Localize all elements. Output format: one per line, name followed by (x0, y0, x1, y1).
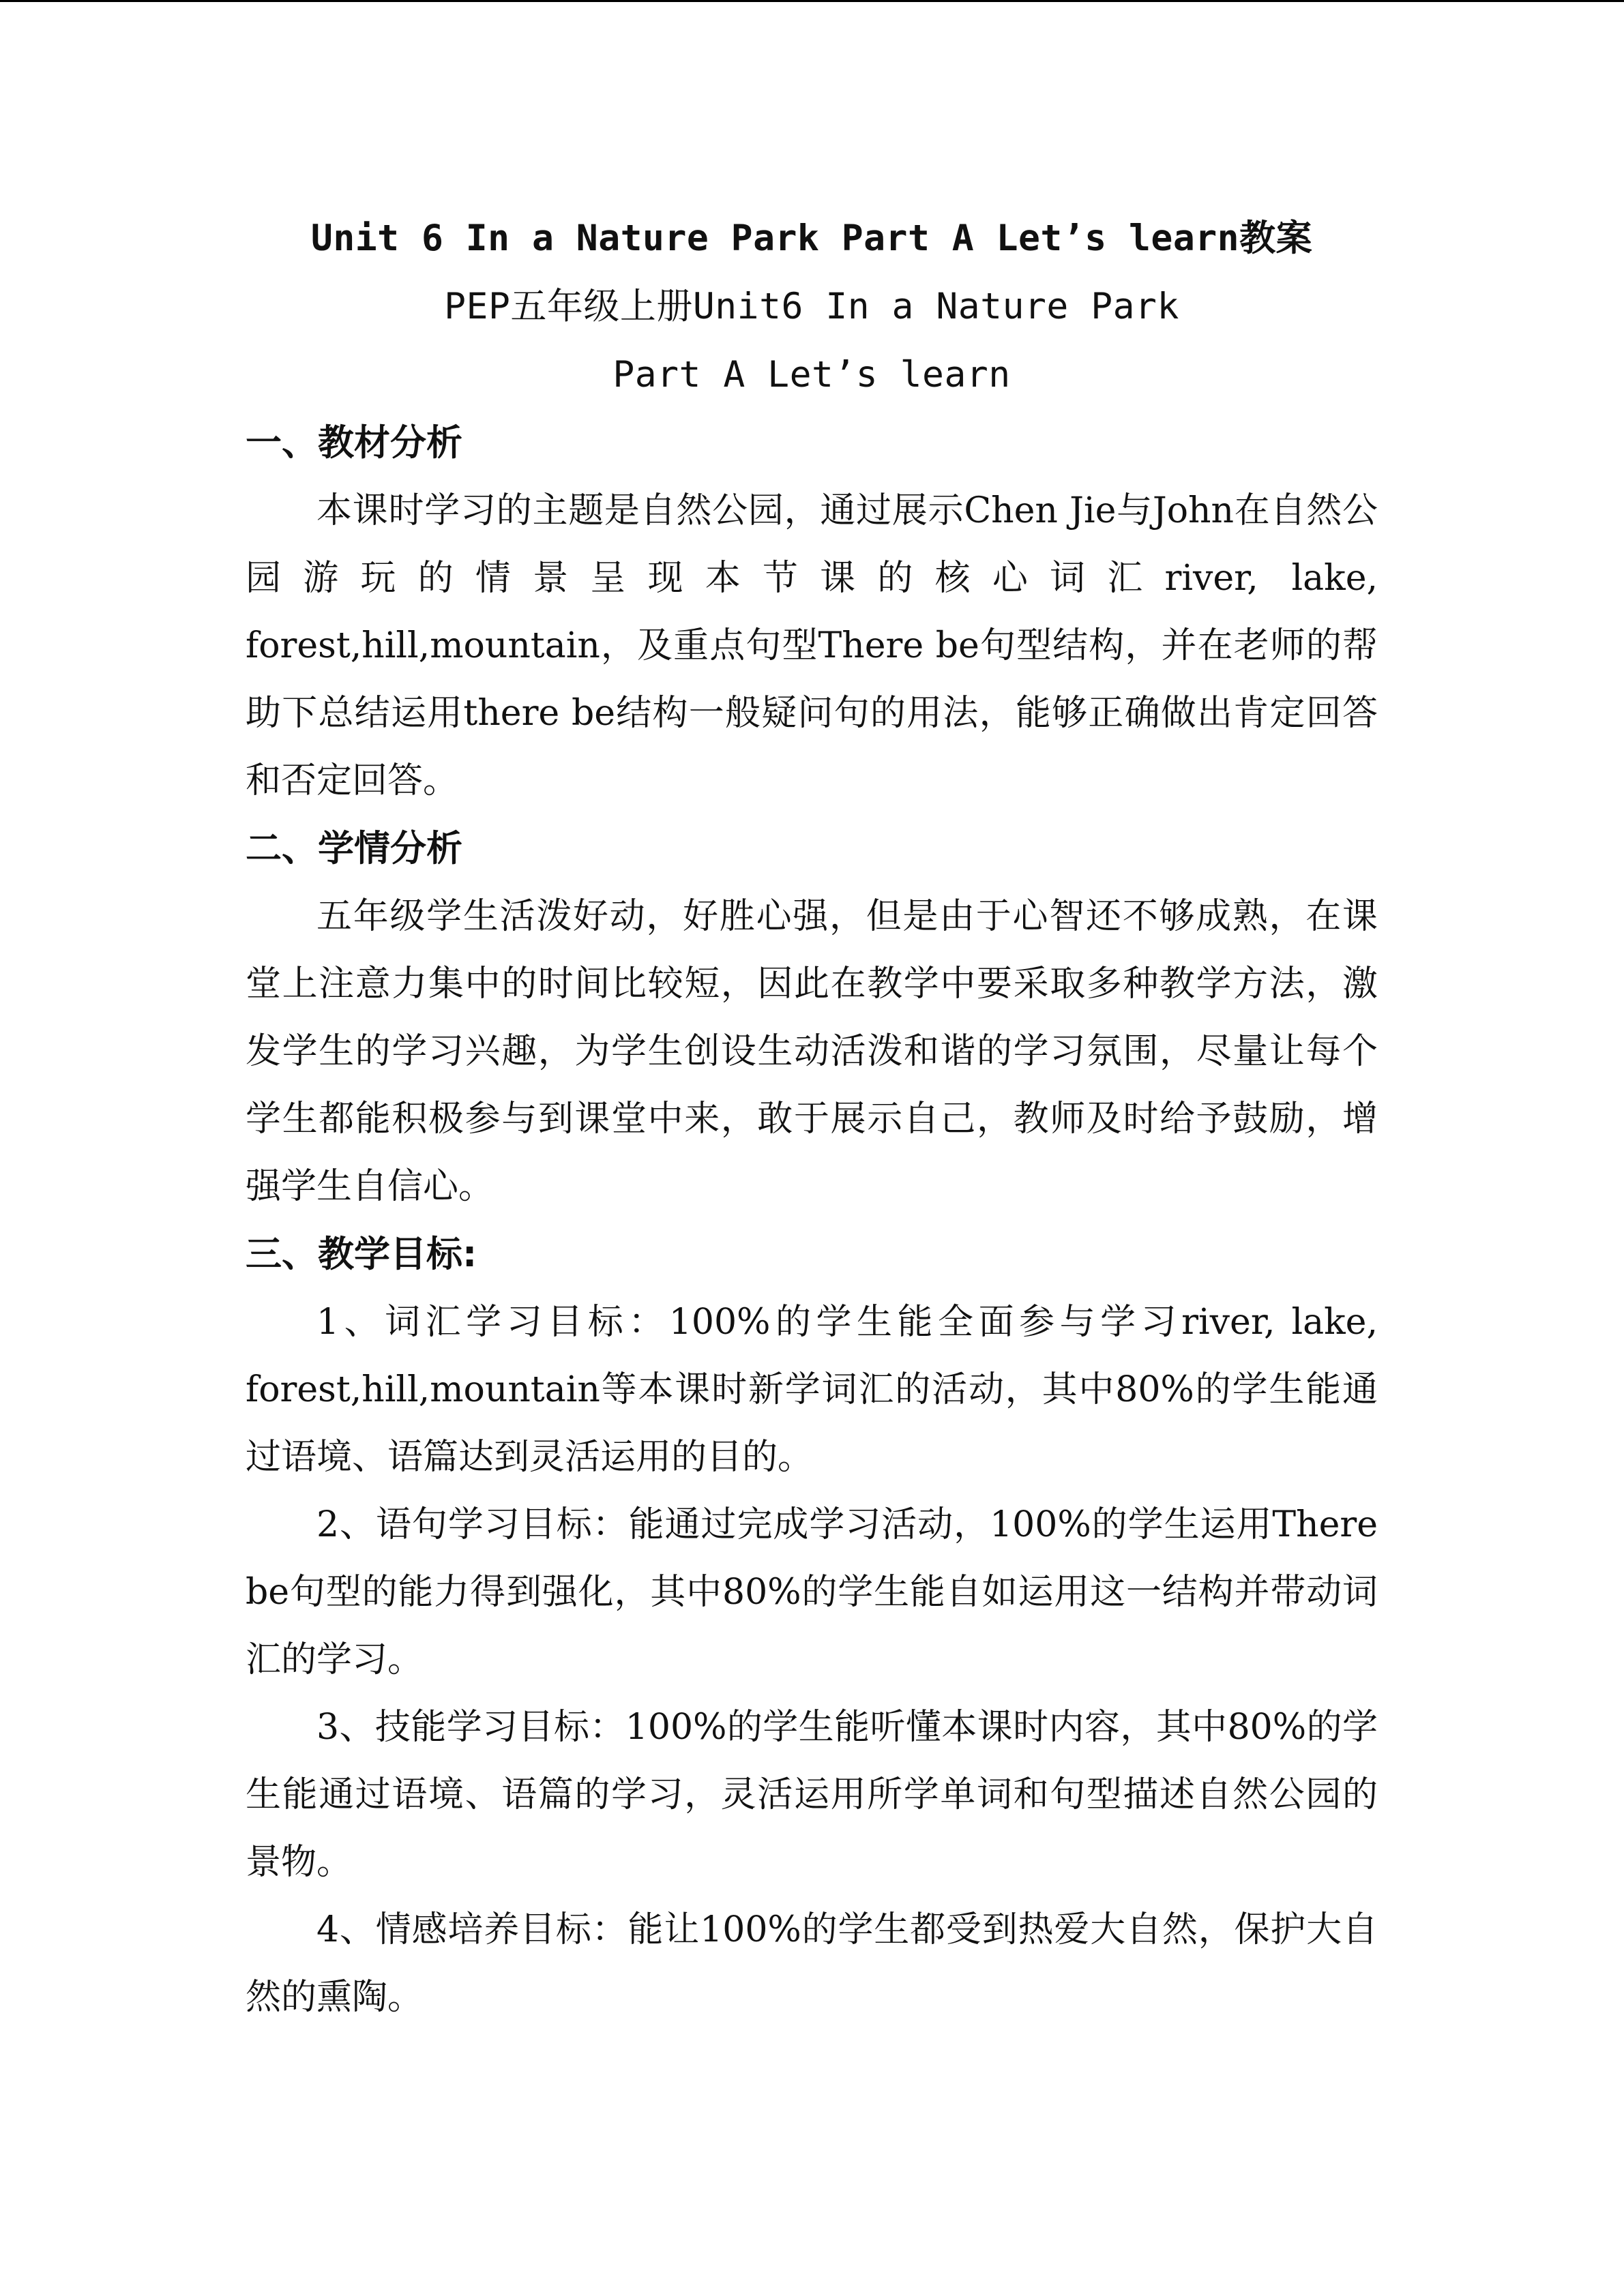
document-subtitle: PEP五年级上册Unit6 In a Nature Park (444, 286, 1179, 327)
paragraph-goal-vocabulary: 1、词汇学习目标：100%的学生能全面参与学习river, lake, forest,hill,mountain等本课时新学词汇的活动，其中80%的学生能通过语境、语篇达到灵活运用的目的。 (246, 1302, 1378, 1478)
document-title: Unit 6 In a Nature Park Part A Let’s learn教案 (310, 218, 1313, 259)
section-heading-student-analysis: 二、学情分析 (246, 828, 462, 869)
paragraph-goal-emotion: 4、情感培养目标：能让100%的学生都受到热爱大自然，保护大自然的熏陶。 (246, 1909, 1378, 2018)
document-page (246, 205, 1378, 2031)
section-heading-teaching-goals: 三、教学目标: (246, 1234, 477, 1275)
paragraph-textbook-analysis: 本课时学习的主题是自然公园，通过展示Chen Jie与John在自然公园游玩的情景呈现本节课的核心词汇river, lake, forest,hill,mountain，及重点句型There be句型结构，并在老师的帮助下总结运用there be结构一般疑问句的用法，能够正确做出肯定回答和否定回答。 (246, 490, 1378, 801)
paragraph-goal-sentences: 2、语句学习目标：能通过完成学习活动，100%的学生运用There be句型的能力得到强化，其中80%的学生能自如运用这一结构并带动词汇的学习。 (246, 1504, 1378, 1680)
paragraph-student-analysis: 五年级学生活泼好动，好胜心强，但是由于心智还不够成熟，在课堂上注意力集中的时间比较短，因此在教学中要采取多种教学方法，激发学生的学习兴趣，为学生创设生动活泼和谐的学习氛围，尽量让每个学生都能积极参与到课堂中来，敢于展示自己，教师及时给予鼓励，增强学生自信心。 (246, 896, 1378, 1207)
document-subtitle-part: Part A Let’s learn (612, 354, 1011, 396)
section-heading-textbook-analysis: 一、教材分析 (246, 422, 462, 464)
page-top-border (0, 0, 1624, 2)
paragraph-goal-skills: 3、技能学习目标：100%的学生能听懂本课时内容，其中80%的学生能通过语境、语篇的学习，灵活运用所学单词和句型描述自然公园的景物。 (246, 1707, 1378, 1883)
